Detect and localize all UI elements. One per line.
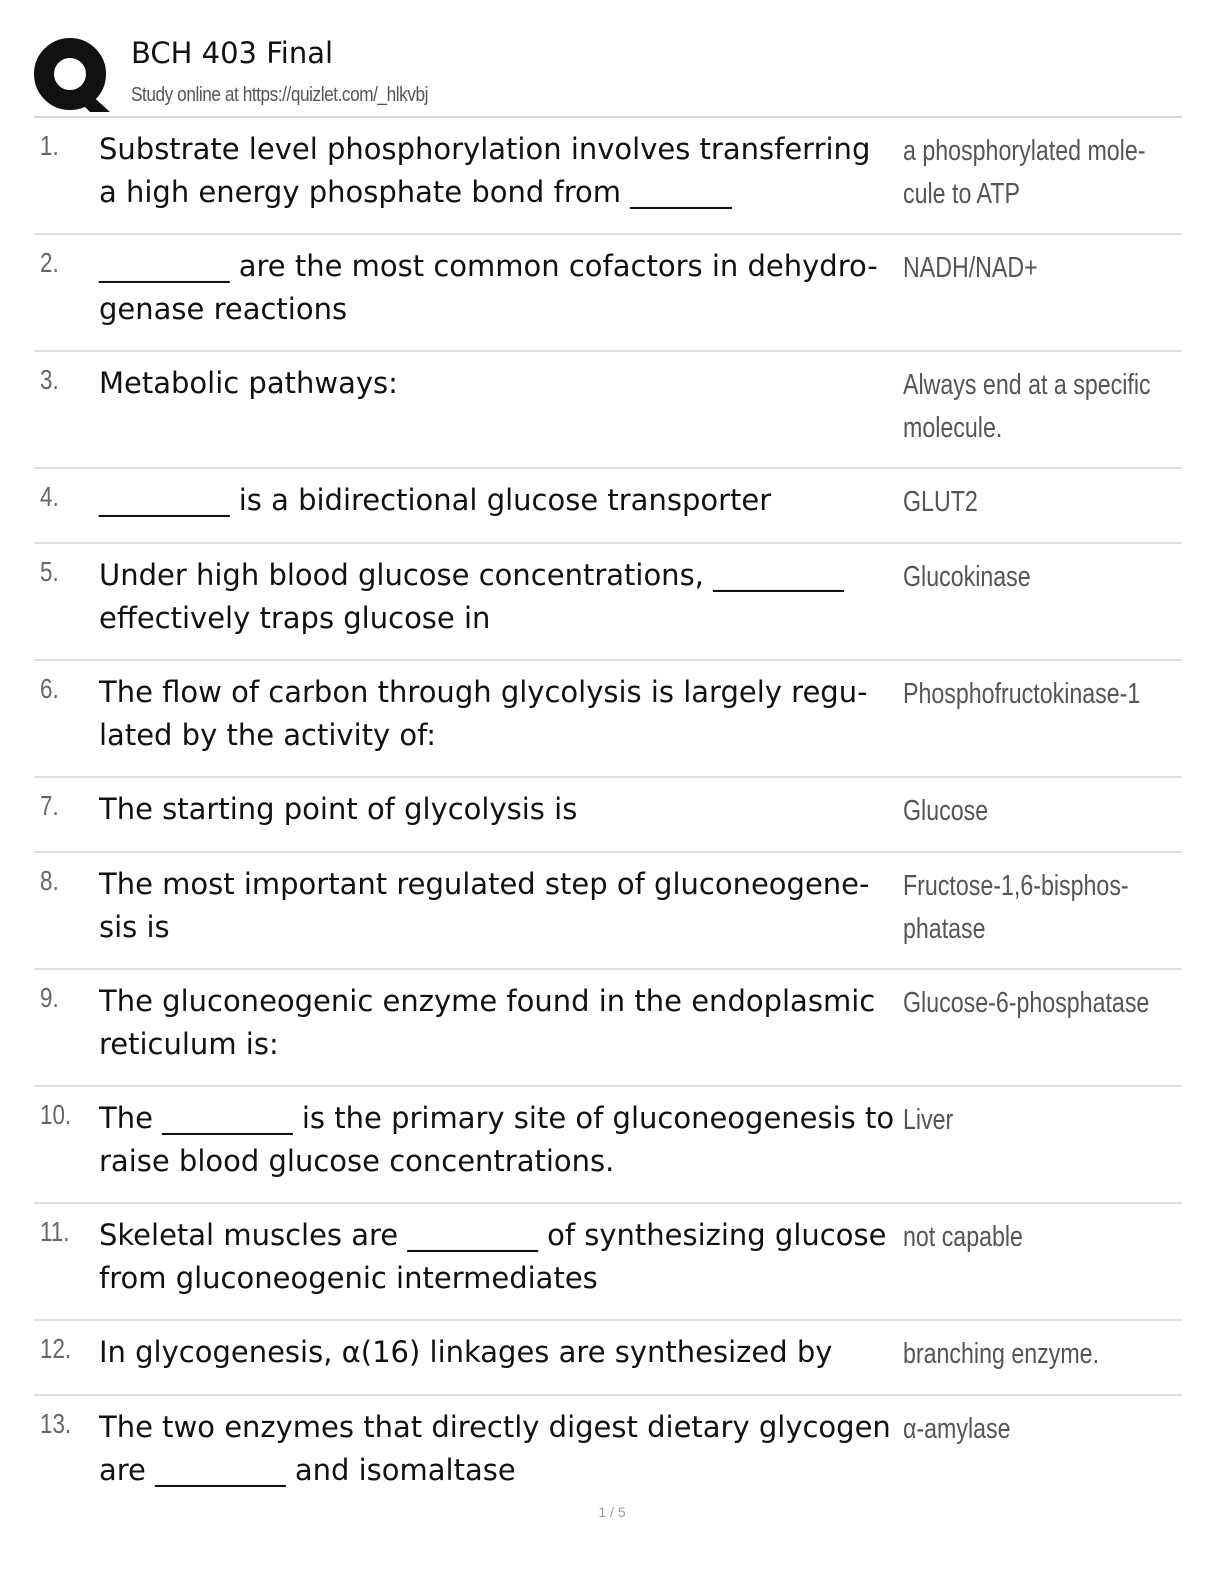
page-header — [34, 30, 1184, 114]
card-term — [99, 128, 899, 214]
card-term — [99, 554, 899, 640]
term-line: from gluconeogenic intermediates — [99, 1261, 598, 1295]
card-row — [34, 544, 1182, 661]
card-definition — [903, 556, 1135, 599]
page-number: 1 / 5 — [598, 1504, 626, 1520]
card-definition — [903, 1099, 1135, 1142]
card-row — [34, 661, 1182, 778]
term-line: The starting point of glycolysis is — [99, 792, 578, 826]
card-row — [34, 118, 1182, 235]
flashcard-list — [34, 118, 1182, 1513]
card-row — [34, 235, 1182, 352]
definition-line: GLUT2 — [903, 486, 978, 518]
term-line: The two enzymes that directly digest dietary glycogen — [99, 1410, 891, 1444]
card-number: 7. — [40, 790, 59, 821]
card-term — [99, 671, 899, 757]
card-term — [99, 1331, 899, 1374]
definition-line: branching enzyme. — [903, 1338, 1100, 1370]
term-line: genase reactions — [99, 292, 348, 326]
card-term — [99, 1097, 899, 1183]
card-row — [34, 970, 1182, 1087]
card-definition — [903, 1408, 1135, 1451]
term-line: The gluconeogenic enzyme found in the endoplasmic — [99, 984, 876, 1018]
card-term — [99, 788, 899, 831]
card-definition — [903, 481, 1135, 524]
term-line: _________ is a bidirectional glucose transporter — [99, 483, 772, 517]
card-definition — [903, 790, 1135, 833]
definition-line: phatase — [903, 913, 986, 945]
card-definition — [903, 865, 1135, 951]
card-row — [34, 853, 1182, 970]
card-definition — [903, 1333, 1135, 1376]
definition-line: Fructose-1,6-bisphos- — [903, 870, 1129, 902]
card-term — [99, 1406, 899, 1492]
quizlet-logo-icon — [34, 36, 112, 114]
card-number: 12. — [40, 1333, 72, 1364]
definition-line: a phosphorylated mole- — [903, 135, 1146, 167]
term-line: Metabolic pathways: — [99, 366, 398, 400]
definition-line: Glucokinase — [903, 561, 1031, 593]
card-number: 3. — [40, 364, 59, 395]
term-line: In glycogenesis, α(16) linkages are synthesized by — [99, 1335, 833, 1369]
card-number: 1. — [40, 130, 59, 161]
card-term — [99, 479, 899, 522]
card-number: 9. — [40, 982, 59, 1013]
definition-line: Glucose — [903, 795, 989, 827]
card-number: 8. — [40, 865, 59, 896]
term-line: The most important regulated step of gluconeogene- — [99, 867, 870, 901]
card-row — [34, 1396, 1182, 1513]
card-row — [34, 469, 1182, 544]
term-line: reticulum is: — [99, 1027, 279, 1061]
card-definition — [903, 364, 1151, 450]
card-term — [99, 980, 899, 1066]
card-row — [34, 1321, 1182, 1396]
term-line: are _________ and isomaltase — [99, 1453, 516, 1487]
definition-line: Always end at a specific — [903, 369, 1151, 401]
card-number: 11. — [40, 1216, 70, 1247]
term-line: sis is — [99, 910, 170, 944]
card-row — [34, 1204, 1182, 1321]
term-line: Skeletal muscles are _________ of synthesizing glucose — [99, 1218, 887, 1252]
card-term — [99, 245, 899, 331]
card-definition — [903, 247, 1135, 290]
card-term — [99, 1214, 899, 1300]
page-title: BCH 403 Final — [131, 36, 334, 70]
card-number: 10. — [40, 1099, 72, 1130]
term-line: raise blood glucose concentrations. — [99, 1144, 615, 1178]
card-definition — [903, 130, 1146, 216]
card-row — [34, 352, 1182, 469]
term-line: a high energy phosphate bond from _______ — [99, 175, 732, 209]
card-number: 13. — [40, 1408, 72, 1439]
definition-line: Phosphofructokinase-1 — [903, 678, 1141, 710]
term-line: effectively traps glucose in — [99, 601, 491, 635]
card-term — [99, 863, 899, 949]
definition-line: Liver — [903, 1104, 954, 1136]
definition-line: molecule. — [903, 412, 1003, 444]
card-row — [34, 1087, 1182, 1204]
term-line: _________ are the most common cofactors in dehydro- — [99, 249, 878, 283]
card-number: 2. — [40, 247, 59, 278]
study-online-link[interactable]: Study online at https://quizlet.com/_hlkvbj — [131, 84, 429, 106]
term-line: lated by the activity of: — [99, 718, 437, 752]
definition-line: not capable — [903, 1221, 1023, 1253]
term-line: The flow of carbon through glycolysis is largely regu- — [99, 675, 868, 709]
card-term — [99, 362, 899, 405]
term-line: Under high blood glucose concentrations, _________ — [99, 558, 844, 592]
definition-line: Glucose-6-phosphatase — [903, 987, 1150, 1019]
definition-line: cule to ATP — [903, 178, 1020, 210]
card-number: 5. — [40, 556, 59, 587]
card-row — [34, 778, 1182, 853]
card-definition — [903, 673, 1141, 716]
card-number: 6. — [40, 673, 59, 704]
definition-line: α-amylase — [903, 1413, 1011, 1445]
term-line: The _________ is the primary site of gluconeogenesis to — [99, 1101, 895, 1135]
definition-line: NADH/NAD+ — [903, 252, 1038, 284]
card-number: 4. — [40, 481, 59, 512]
card-definition — [903, 1216, 1135, 1259]
term-line: Substrate level phosphorylation involves transferring — [99, 132, 871, 166]
card-definition — [903, 982, 1150, 1025]
